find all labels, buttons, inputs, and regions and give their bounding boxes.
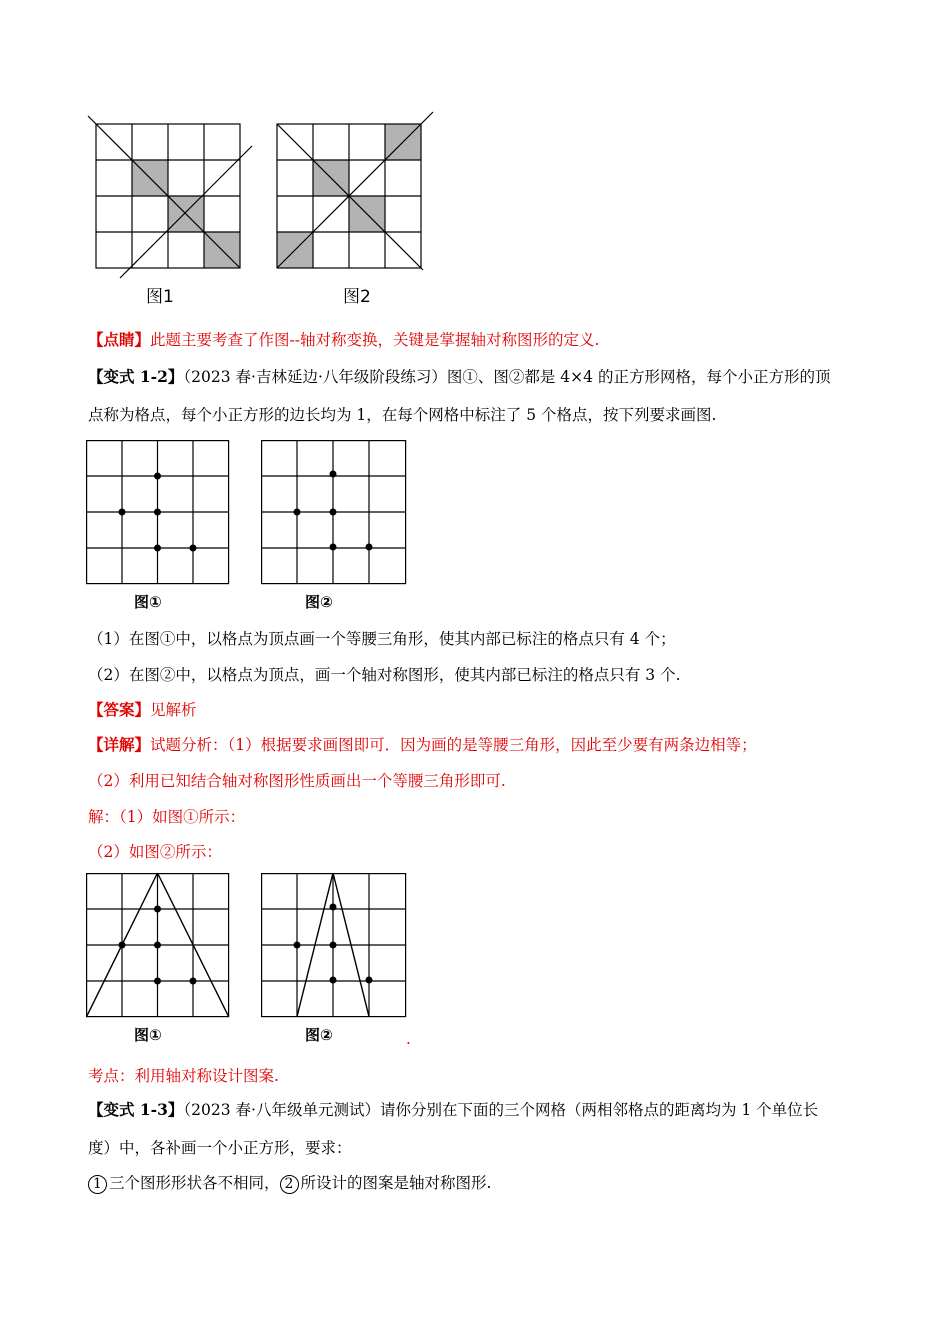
grid-1-question [86, 440, 231, 586]
detail-tag: 【详解】 [88, 735, 151, 754]
answer-text: 见解析 [150, 701, 197, 719]
solution-2: （2）如图②所示： [88, 843, 222, 861]
figure-1-grid [86, 114, 256, 279]
variant-1-3-line-1 [88, 1100, 818, 1120]
figure-1-caption: 图1 [146, 287, 174, 307]
variant-1-3-line-2: 度）中，各补画一个小正方形，要求： [88, 1139, 352, 1157]
grid-2-question-caption: 图② [305, 593, 333, 611]
circled-number-1: 1 [88, 1175, 107, 1194]
grid-2-answer [261, 873, 407, 1019]
grid-1-question-caption: 图① [134, 593, 162, 611]
figure-2-caption: 图2 [343, 287, 371, 307]
grid-2-answer-caption: 图② [305, 1026, 333, 1044]
question-2: （2）在图②中，以格点为顶点，画一个轴对称图形，使其内部已标注的格点只有 3 个. [88, 666, 681, 684]
grid-2-question [261, 440, 407, 586]
grid-1-answer-caption: 图① [134, 1026, 162, 1044]
dianjing-tag: 【点睛】 [88, 330, 151, 349]
dianjing-line [88, 330, 599, 350]
variant-1-3-text-1: （2023 春·八年级单元测试）请你分别在下面的三个网格（两相邻格点的距离均为 1 个单位长 [183, 1101, 819, 1119]
requirement-1: 三个图形形状各不相同， [109, 1174, 280, 1192]
dianjing-text: 此题主要考查了作图--轴对称变换，关键是掌握轴对称图形的定义. [150, 331, 600, 349]
figure-2-grid [267, 114, 442, 279]
variant-1-3-requirements [88, 1173, 491, 1194]
circled-number-2: 2 [280, 1175, 299, 1194]
question-1: （1）在图①中，以格点为顶点画一个等腰三角形，使其内部已标注的格点只有 4 个； [88, 630, 676, 648]
requirement-2: 所设计的图案是轴对称图形. [300, 1174, 492, 1192]
detail-line-1 [88, 735, 757, 755]
answer-line [88, 700, 197, 720]
solution-1: 解：（1）如图①所示： [88, 808, 246, 826]
detail-line-2: （2）利用已知结合轴对称图形性质画出一个等腰三角形即可. [88, 772, 506, 790]
detail-text-1: 试题分析：（1）根据要求画图即可．因为画的是等腰三角形，因此至少要有两条边相等； [150, 736, 757, 754]
variant-1-2-line-2: 点称为格点，每个小正方形的边长均为 1，在每个网格中标注了 5 个格点，按下列要求画图. [88, 406, 717, 424]
trailing-dot: . [406, 1030, 411, 1048]
variant-1-2-tag: 【变式 1-2】 [88, 367, 184, 386]
variant-1-3-tag: 【变式 1-3】 [88, 1100, 184, 1119]
grid-1-answer [86, 873, 231, 1019]
answer-tag: 【答案】 [88, 700, 151, 719]
kaodian-line: 考点：利用轴对称设计图案. [88, 1067, 279, 1085]
variant-1-2-text-1: （2023 春·吉林延边·八年级阶段练习）图①、图②都是 4×4 的正方形网格，每个小正方形的顶 [183, 368, 831, 386]
variant-1-2-line-1 [88, 367, 830, 387]
